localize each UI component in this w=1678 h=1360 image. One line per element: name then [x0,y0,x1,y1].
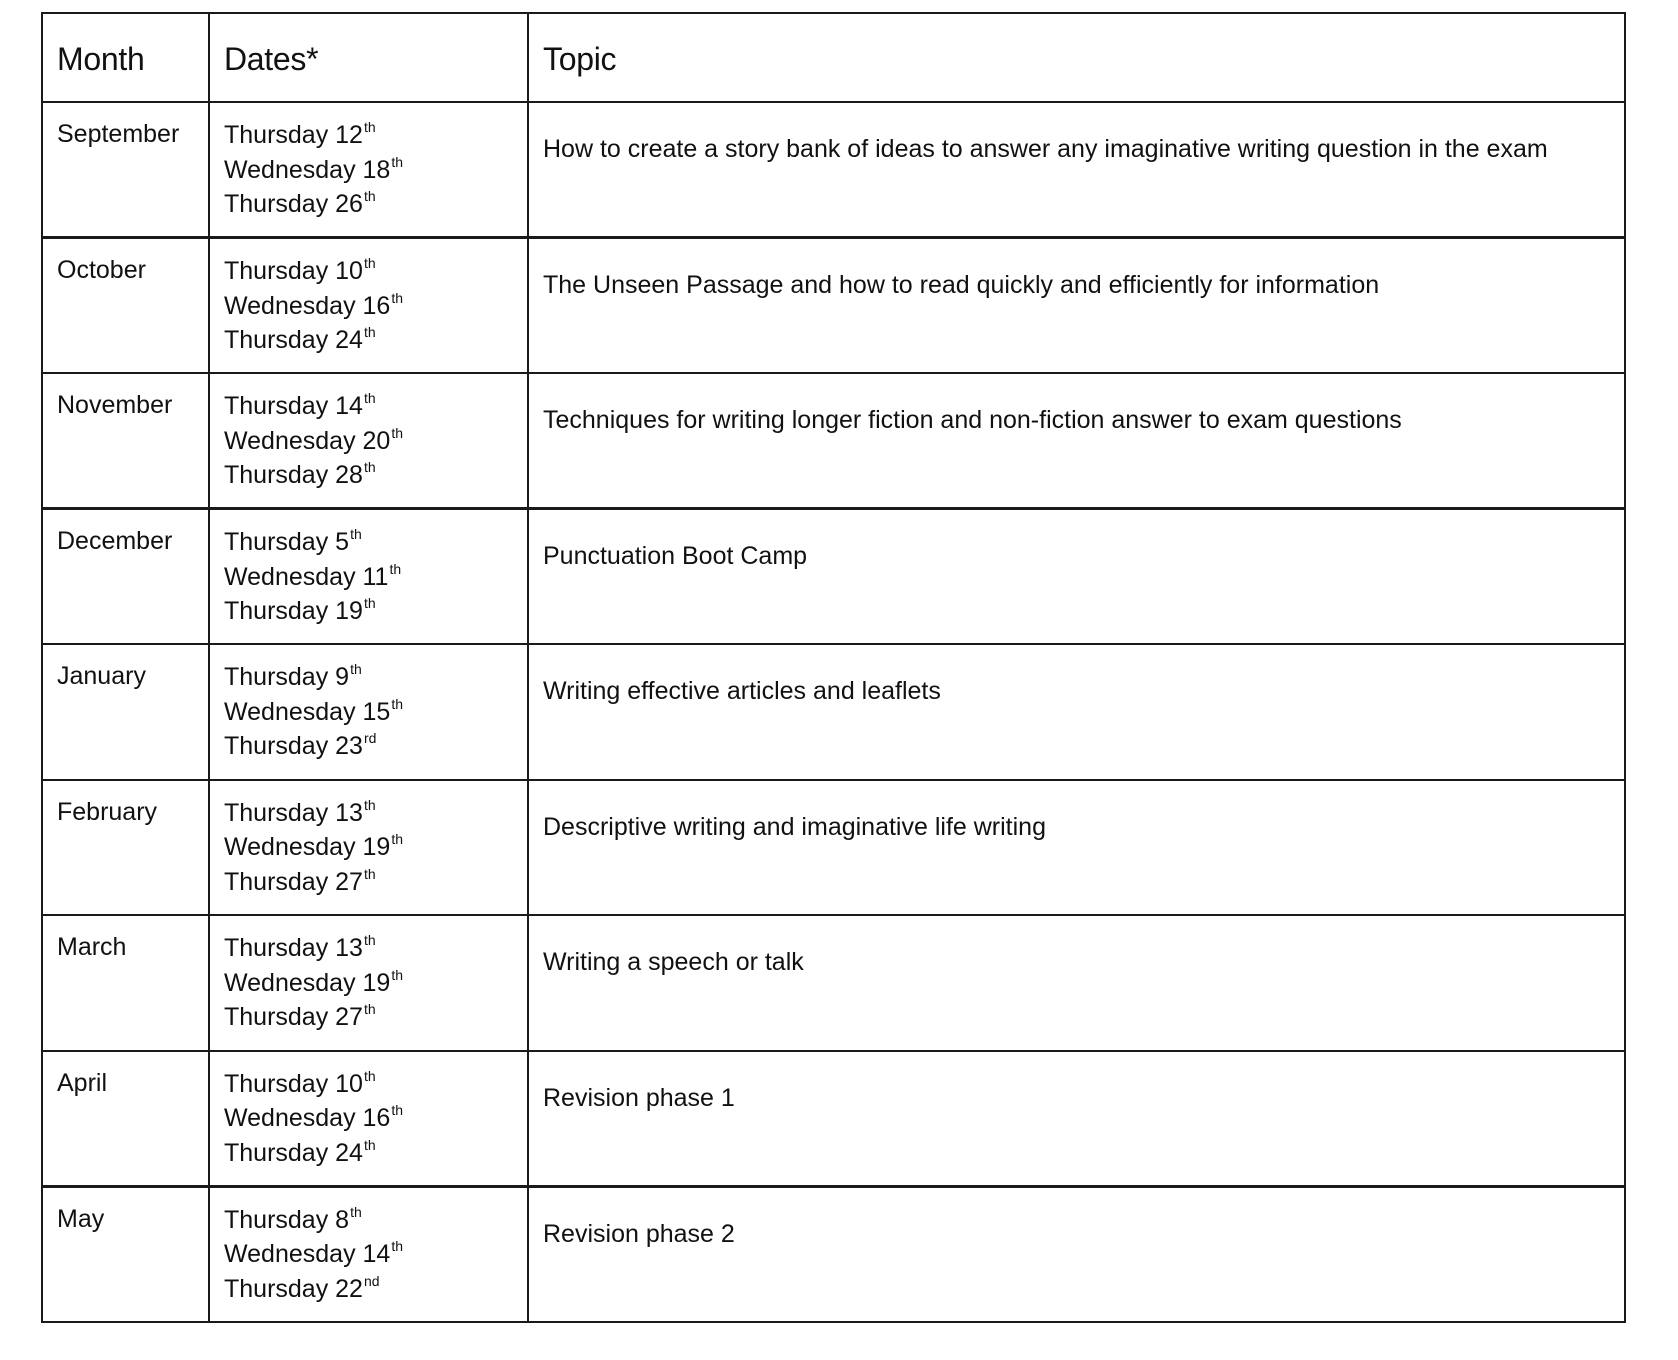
date-day: Thursday 9 [224,663,350,691]
date-day: Thursday 13 [224,934,363,962]
date-day: Thursday 8 [224,1205,350,1234]
dates-cell [209,509,528,645]
date-suffix: th [363,390,376,406]
topic-cell: Writing effective articles and leaflets [528,644,1625,780]
date-day: Thursday 24 [224,326,363,354]
date-suffix: th [363,1136,376,1153]
date-day: Wednesday 19 [224,968,391,997]
date-line [224,931,513,966]
dates-cell [209,1051,528,1187]
date-day: Thursday 14 [224,392,363,420]
date-line [224,458,513,493]
date-suffix: th [363,1067,376,1084]
date-line [224,1067,513,1102]
topic-cell: Revision phase 2 [528,1186,1625,1322]
date-day: Wednesday 16 [224,1104,391,1132]
date-suffix: rd [363,730,377,746]
date-day: Thursday 23 [224,732,363,760]
date-suffix: th [391,966,404,983]
date-suffix: th [391,153,404,170]
date-day: Thursday 5 [224,528,350,556]
table-row [42,509,1625,645]
date-suffix: th [391,1238,404,1254]
date-line [224,1203,513,1238]
date-day: Thursday 22 [224,1274,363,1303]
date-line [224,560,513,595]
date-line [224,729,513,764]
date-suffix: nd [363,1272,380,1289]
dates-cell [209,1186,528,1322]
header-row [42,13,1625,102]
header-dates: Dates* [209,13,528,102]
date-day: Thursday 12 [224,121,363,149]
date-suffix: th [363,324,376,340]
date-day: Thursday 27 [224,867,363,896]
date-line [224,118,513,153]
date-line [224,323,513,358]
date-day: Thursday 10 [224,1069,363,1098]
date-line [224,796,513,831]
date-suffix: th [363,459,376,475]
date-day: Thursday 19 [224,597,363,625]
date-day: Wednesday 16 [224,291,391,320]
table-body [42,102,1625,1322]
date-suffix: th [363,119,376,135]
month-cell: October [42,238,209,374]
date-day: Wednesday 11 [224,562,389,591]
dates-cell [209,915,528,1051]
date-day: Thursday 10 [224,257,363,285]
topic-cell: Writing a speech or talk [528,915,1625,1051]
date-suffix: th [363,595,376,611]
table-row [42,1186,1625,1322]
table-row [42,780,1625,916]
date-suffix: th [391,1102,404,1118]
date-line [224,660,513,695]
date-line [224,389,513,424]
date-suffix: th [363,796,376,813]
date-suffix: th [363,255,376,271]
table-row [42,238,1625,374]
date-suffix: th [350,661,362,677]
dates-cell [209,102,528,238]
date-line [224,865,513,900]
date-line [224,187,513,222]
date-suffix: th [391,424,404,441]
month-cell: November [42,373,209,509]
date-day: Wednesday 18 [224,155,391,184]
date-line [224,254,513,289]
date-line [224,1000,513,1035]
month-cell: February [42,780,209,916]
date-line [224,830,513,865]
month-cell: January [42,644,209,780]
dates-cell [209,238,528,374]
header-topic: Topic [528,13,1625,102]
month-cell: March [42,915,209,1051]
date-suffix: th [363,932,376,948]
topic-cell: Techniques for writing longer fiction and non-fiction answer to exam questions [528,373,1625,509]
topic-cell: Punctuation Boot Camp [528,509,1625,645]
date-suffix: th [391,695,404,712]
date-suffix: th [389,560,402,577]
date-suffix: th [391,831,404,847]
date-suffix: th [350,526,362,542]
topic-cell: The Unseen Passage and how to read quickly and efficiently for information [528,238,1625,374]
table-header [42,13,1625,102]
date-line [224,1101,513,1136]
date-line [224,966,513,1001]
date-suffix: th [350,1203,362,1220]
table-row [42,373,1625,509]
date-day: Thursday 27 [224,1003,363,1031]
date-line [224,1237,513,1272]
dates-cell [209,780,528,916]
month-cell: September [42,102,209,238]
date-day: Thursday 26 [224,190,363,218]
date-line [224,424,513,459]
topic-cell: How to create a story bank of ideas to answer any imaginative writing question in the exam [528,102,1625,238]
schedule-table [41,12,1626,1323]
date-line [224,153,513,188]
date-line [224,289,513,324]
date-day: Wednesday 15 [224,697,391,726]
table-row [42,1051,1625,1187]
date-day: Wednesday 20 [224,426,391,455]
date-line [224,525,513,560]
date-line [224,594,513,629]
date-day: Thursday 28 [224,461,363,489]
month-cell: December [42,509,209,645]
date-line [224,695,513,730]
date-day: Thursday 24 [224,1138,363,1167]
date-day: Wednesday 14 [224,1240,391,1268]
date-suffix: th [363,865,376,882]
topic-cell: Descriptive writing and imaginative life writing [528,780,1625,916]
topic-cell: Revision phase 1 [528,1051,1625,1187]
dates-cell [209,373,528,509]
header-month: Month [42,13,209,102]
date-suffix: th [363,188,376,204]
date-suffix: th [391,289,404,306]
date-line [224,1272,513,1307]
table-row [42,102,1625,238]
table-row [42,644,1625,780]
date-day: Wednesday 19 [224,833,391,861]
month-cell: May [42,1186,209,1322]
date-day: Thursday 13 [224,798,363,827]
table-row [42,915,1625,1051]
date-line [224,1136,513,1171]
date-suffix: th [363,1001,376,1017]
month-cell: April [42,1051,209,1187]
dates-cell [209,644,528,780]
